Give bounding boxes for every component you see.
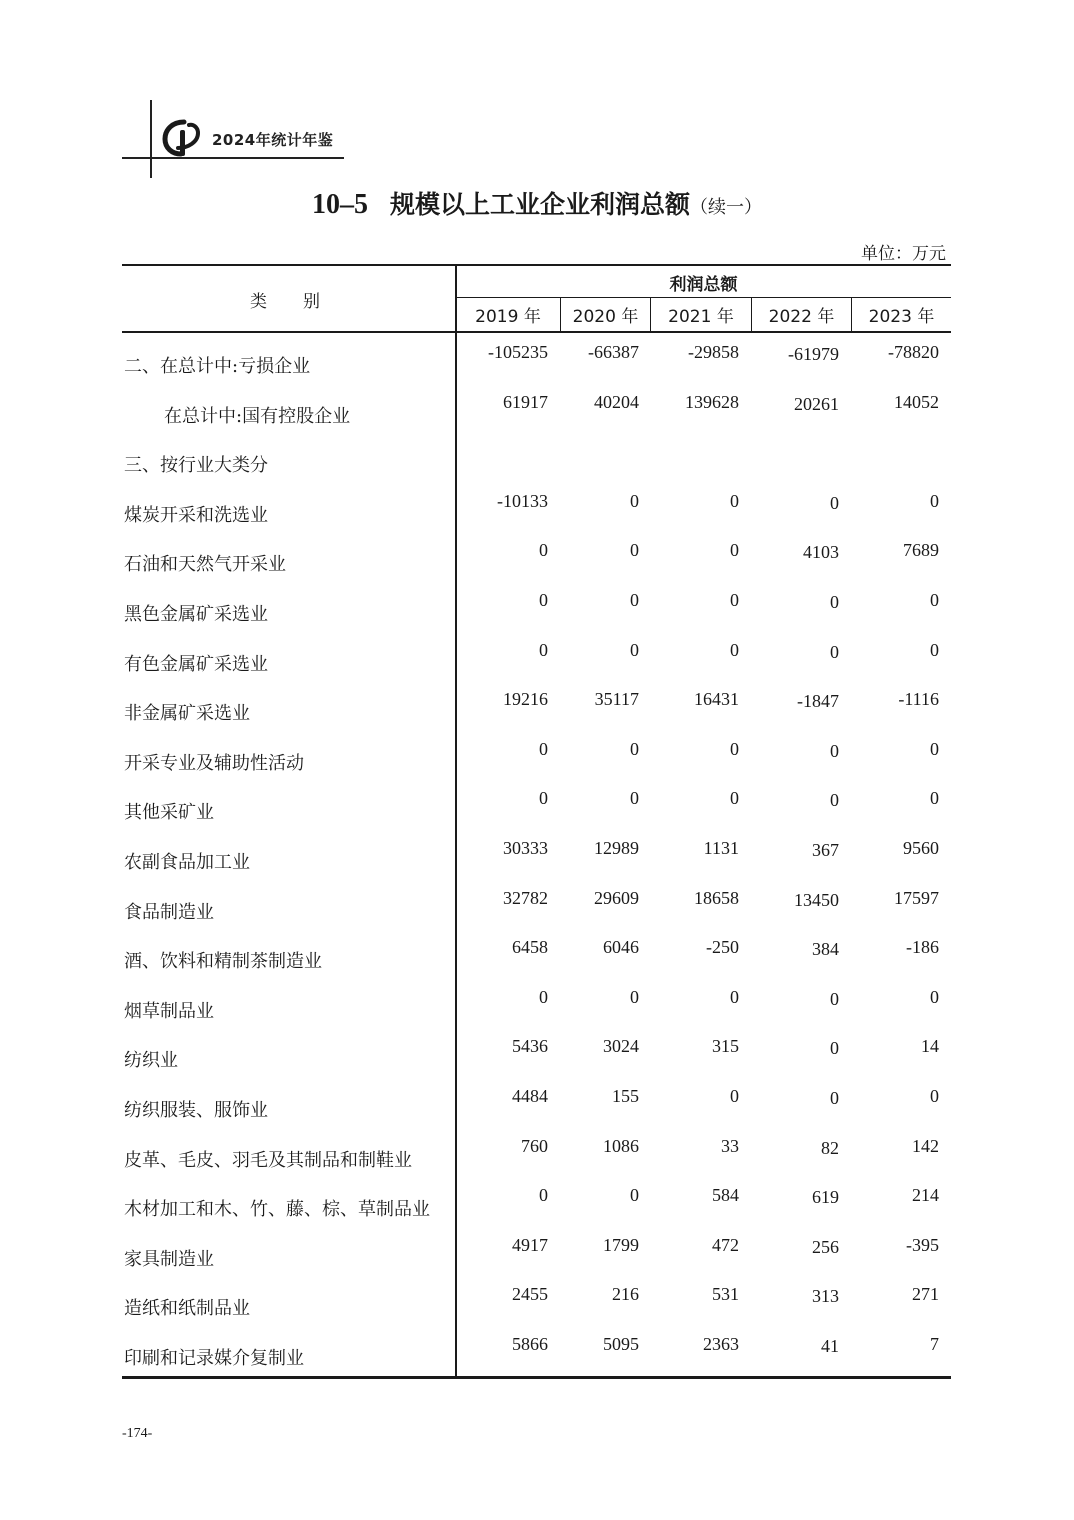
value-cell: 0 (630, 1185, 639, 1206)
value-cell: 472 (712, 1234, 739, 1255)
table-row (0, 1328, 1074, 1378)
value-cell: 0 (730, 490, 739, 511)
year-header: 2019 年 (475, 307, 541, 327)
value-cell: 0 (630, 788, 639, 809)
value-cell: 40204 (594, 391, 639, 412)
value-cell: 1131 (703, 838, 739, 858)
value-cell: 14 (921, 1036, 939, 1057)
table-row (0, 386, 1074, 436)
row-category: 农副食品加工业 (124, 852, 250, 873)
yearbook-label: 2024年统计年鉴 (212, 131, 334, 149)
value-cell: 5866 (512, 1334, 548, 1354)
value-cell: 0 (630, 986, 639, 1007)
value-cell: 0 (830, 592, 839, 612)
value-cell: 2455 (512, 1284, 548, 1305)
year-header: 2023 年 (868, 307, 935, 327)
value-cell: 19216 (503, 689, 548, 710)
table-top-rule (122, 264, 951, 266)
value-cell: 0 (930, 1086, 939, 1106)
value-cell: 0 (539, 738, 548, 759)
unit-label: 单位：万元 (861, 244, 946, 264)
value-cell: 29609 (594, 887, 639, 908)
value-cell: 0 (830, 1088, 839, 1108)
value-cell: 33 (721, 1135, 739, 1156)
value-cell: 1086 (603, 1135, 639, 1156)
value-cell: 0 (730, 590, 739, 610)
row-category: 煤炭开采和洗选业 (124, 504, 268, 526)
value-cell: 61917 (503, 391, 548, 412)
value-cell: 142 (912, 1135, 939, 1156)
value-cell: 760 (521, 1135, 548, 1156)
table-row (0, 1130, 1074, 1180)
row-category: 家具制造业 (124, 1248, 214, 1270)
value-cell: 313 (812, 1286, 839, 1307)
value-cell: 1799 (603, 1234, 639, 1255)
value-cell: 0 (630, 540, 639, 561)
value-cell: 0 (830, 492, 839, 513)
row-category: 有色金属矿采选业 (124, 653, 268, 675)
table-row (0, 485, 1074, 535)
value-cell: 0 (730, 738, 739, 759)
row-category: 开采专业及辅助性活动 (124, 752, 304, 774)
value-cell: 531 (712, 1284, 739, 1305)
value-cell: 0 (539, 639, 548, 660)
table-row (0, 832, 1074, 882)
value-cell: 271 (912, 1284, 939, 1305)
value-cell: 0 (630, 490, 639, 511)
value-cell: 139628 (685, 391, 739, 412)
row-category: 造纸和纸制品业 (124, 1298, 250, 1320)
value-cell: 619 (812, 1187, 839, 1208)
value-cell: 0 (830, 740, 839, 761)
row-category: 石油和天然气开采业 (124, 554, 286, 576)
table-row (0, 1030, 1074, 1080)
table-row (0, 534, 1074, 584)
year-header: 2021 年 (668, 307, 734, 327)
table-row (0, 634, 1074, 684)
table-row (0, 1080, 1074, 1130)
value-cell: 16431 (694, 689, 739, 710)
value-cell: 384 (812, 939, 839, 960)
value-cell: -10133 (497, 490, 548, 511)
page-number: -174- (122, 1426, 153, 1441)
value-cell: 2363 (703, 1334, 739, 1354)
value-cell: -61979 (788, 344, 839, 364)
value-cell: 35117 (594, 689, 639, 710)
row-category: 印刷和记录媒介复制业 (124, 1348, 304, 1369)
table-number: 10–5 (311, 189, 368, 220)
value-cell: 9560 (903, 838, 939, 858)
value-cell: 315 (712, 1036, 739, 1057)
row-category: 木材加工和木、竹、藤、棕、草制品业 (124, 1199, 430, 1221)
value-cell: 0 (730, 540, 739, 561)
value-cell: -186 (906, 937, 939, 958)
value-cell: 0 (539, 788, 548, 809)
crop-mark-vertical (150, 100, 152, 178)
value-cell: 4484 (512, 1086, 548, 1106)
profit-group-header: 利润总额 (669, 275, 738, 295)
value-cell: 0 (830, 790, 839, 811)
value-cell: -105235 (488, 342, 548, 362)
table-row (0, 733, 1074, 783)
table-row (0, 981, 1074, 1031)
value-cell: -1116 (898, 689, 939, 710)
value-cell: 20261 (794, 393, 839, 414)
value-cell: 0 (930, 590, 939, 610)
row-category: 三、按行业大类分 (124, 455, 268, 477)
row-category: 在总计中:国有控股企业 (164, 405, 351, 427)
value-cell: 5436 (512, 1036, 548, 1057)
row-category: 二、在总计中:亏损企业 (124, 356, 311, 377)
yearbook-logo-icon (162, 118, 204, 158)
value-cell: 18658 (694, 887, 739, 908)
value-cell: 13450 (794, 889, 839, 910)
value-cell: 41 (821, 1336, 839, 1356)
table-row (0, 584, 1074, 634)
value-cell: 6046 (603, 937, 639, 958)
value-cell: -66387 (588, 342, 639, 362)
row-category: 食品制造业 (124, 901, 214, 923)
table-header-rule (122, 331, 951, 333)
value-cell: 0 (730, 1086, 739, 1106)
row-category: 其他采矿业 (124, 802, 214, 824)
value-cell: 0 (930, 738, 939, 759)
value-cell: 584 (712, 1185, 739, 1206)
value-cell: 4917 (512, 1234, 548, 1255)
value-cell: -29858 (688, 342, 739, 362)
value-cell: 17597 (894, 887, 939, 908)
value-cell: 14052 (894, 391, 939, 412)
category-header: 类别 (250, 292, 356, 312)
value-cell: 5095 (603, 1334, 639, 1354)
row-category: 纺织业 (124, 1050, 178, 1072)
value-cell: 0 (830, 988, 839, 1009)
value-cell: 0 (730, 639, 739, 660)
table-row (0, 683, 1074, 733)
value-cell: 30333 (503, 838, 548, 858)
crop-mark-horizontal (122, 157, 344, 159)
value-cell: 0 (930, 986, 939, 1007)
row-category: 非金属矿采选业 (124, 703, 250, 725)
row-category: 皮革、毛皮、羽毛及其制品和制鞋业 (124, 1149, 412, 1171)
table-row (0, 1278, 1074, 1328)
value-cell: 0 (539, 590, 548, 610)
value-cell: 0 (539, 1185, 548, 1206)
table-title-main: 规模以上工业企业利润总额 (389, 190, 690, 219)
value-cell: 0 (539, 986, 548, 1007)
value-cell: 256 (812, 1236, 839, 1257)
row-category: 黑色金属矿采选业 (124, 604, 268, 625)
table-title (0, 185, 1074, 221)
value-cell: 0 (539, 540, 548, 561)
table-subheader-rule (456, 297, 951, 298)
row-category: 烟草制品业 (124, 1000, 214, 1022)
table-row (0, 336, 1074, 386)
value-cell: 82 (821, 1137, 839, 1158)
table-row (0, 882, 1074, 932)
value-cell: 216 (612, 1284, 639, 1305)
value-cell: 155 (612, 1086, 639, 1106)
row-category: 酒、饮料和精制茶制造业 (124, 951, 322, 973)
value-cell: 0 (930, 639, 939, 660)
year-header: 2022 年 (768, 307, 835, 327)
value-cell: 0 (930, 788, 939, 809)
row-category: 纺织服装、服饰业 (124, 1100, 268, 1121)
value-cell: 0 (630, 639, 639, 660)
table-row (0, 1229, 1074, 1279)
value-cell: 0 (730, 986, 739, 1007)
value-cell: 0 (630, 738, 639, 759)
value-cell: 3024 (603, 1036, 639, 1057)
table-row (0, 931, 1074, 981)
value-cell: 0 (830, 641, 839, 662)
value-cell: -1847 (797, 691, 839, 712)
value-cell: -395 (906, 1234, 939, 1255)
table-row (0, 782, 1074, 832)
value-cell: -250 (706, 937, 739, 958)
value-cell: 12989 (594, 838, 639, 858)
value-cell: 32782 (503, 887, 548, 908)
value-cell: 0 (730, 788, 739, 809)
value-cell: 214 (912, 1185, 939, 1206)
table-row (0, 435, 1074, 485)
value-cell: -78820 (888, 342, 939, 362)
table-row (0, 1179, 1074, 1229)
value-cell: 0 (830, 1038, 839, 1059)
value-cell: 6458 (512, 937, 548, 958)
value-cell: 0 (630, 590, 639, 610)
value-cell: 7 (930, 1334, 939, 1354)
value-cell: 0 (930, 490, 939, 511)
value-cell: 7689 (903, 540, 939, 561)
value-cell: 367 (812, 840, 839, 860)
table-title-continued: （续一） (690, 197, 762, 218)
value-cell: 4103 (803, 542, 839, 563)
year-header: 2020 年 (572, 307, 639, 327)
